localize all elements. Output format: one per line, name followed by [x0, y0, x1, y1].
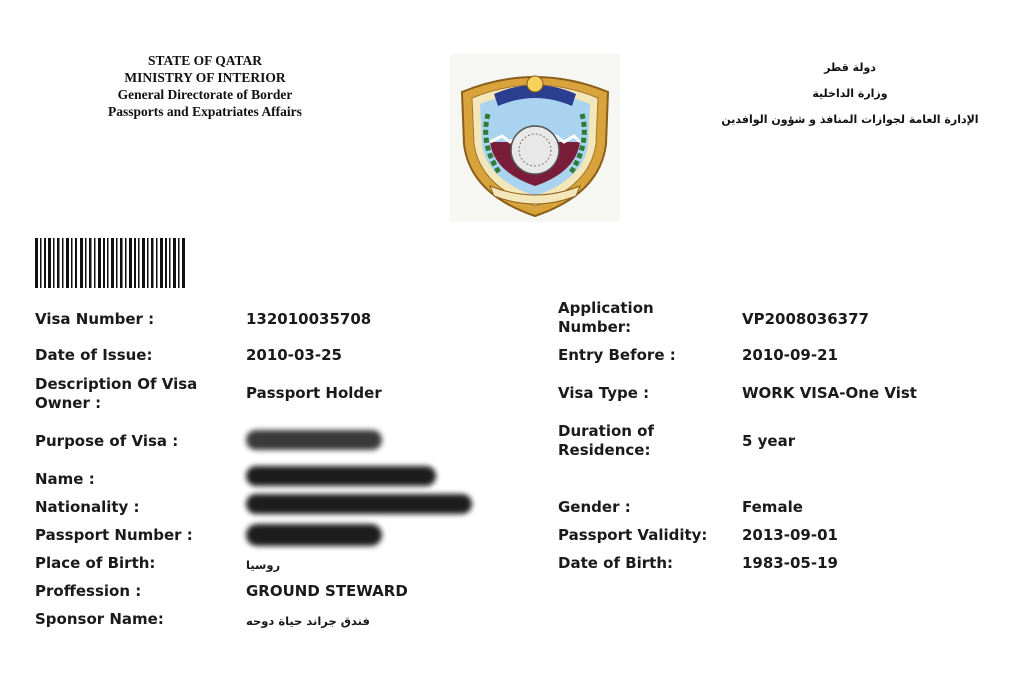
header-directorate: General Directorate of Border	[117, 87, 293, 102]
value-date-of-issue: 2010-03-25	[246, 346, 342, 364]
header-state: STATE OF QATAR	[147, 53, 262, 68]
value-place-of-birth: روسيا	[246, 558, 281, 572]
label-application-number: Application Number:	[558, 299, 654, 336]
header-ministry: MINISTRY OF INTERIOR	[124, 70, 286, 85]
value-entry-before: 2010-09-21	[742, 346, 838, 364]
label-name: Name :	[35, 470, 95, 488]
value-visa-number: 132010035708	[246, 310, 372, 328]
label-visa-number: Visa Number :	[35, 310, 155, 328]
value-description-of-visa-owner: Passport Holder	[246, 384, 382, 402]
label-nationality: Nationality :	[35, 498, 140, 516]
barcode-icon	[35, 238, 187, 288]
label-visa-type: Visa Type :	[558, 384, 650, 402]
value-gender: Female	[742, 498, 803, 516]
label-entry-before: Entry Before :	[558, 346, 676, 364]
label-passport-number: Passport Number :	[35, 526, 193, 544]
label-passport-validity: Passport Validity:	[558, 526, 708, 544]
label-date-of-birth: Date of Birth:	[558, 554, 674, 572]
value-sponsor-name: فندق جراند حياة دوحه	[246, 614, 370, 628]
value-application-number: VP2008036377	[742, 310, 869, 328]
header-arabic-directorate: الإدارة العامة لجوازات المنافذ و شؤون الوافدين	[721, 113, 979, 126]
header-arabic-ministry: وزارة الداخلية	[812, 87, 888, 100]
header-arabic-state: دولة قطر	[824, 61, 876, 74]
value-visa-type: WORK VISA-One Vist	[742, 384, 917, 402]
redacted-name	[246, 466, 436, 486]
label-purpose-of-visa: Purpose of Visa :	[35, 432, 179, 450]
label-description-of-visa-owner: Description Of Visa Owner :	[35, 375, 198, 412]
label-profession: Proffession :	[35, 582, 142, 600]
value-profession: GROUND STEWARD	[246, 582, 408, 600]
redacted-passport-number	[246, 524, 382, 546]
header-department: Passports and Expatriates Affairs	[108, 104, 302, 119]
value-date-of-birth: 1983-05-19	[742, 554, 838, 572]
redacted-nationality	[246, 494, 472, 514]
label-duration-of-residence: Duration of Residence:	[558, 422, 654, 459]
label-gender: Gender :	[558, 498, 631, 516]
header-arabic	[720, 55, 980, 133]
header-english	[70, 52, 340, 120]
ministry-seal-icon	[450, 54, 620, 222]
value-passport-validity: 2013-09-01	[742, 526, 838, 544]
label-place-of-birth: Place of Birth:	[35, 554, 156, 572]
redacted-purpose-of-visa	[246, 430, 382, 450]
value-duration-of-residence: 5 year	[742, 432, 796, 450]
label-sponsor-name: Sponsor Name:	[35, 610, 164, 628]
label-date-of-issue: Date of Issue:	[35, 346, 153, 364]
